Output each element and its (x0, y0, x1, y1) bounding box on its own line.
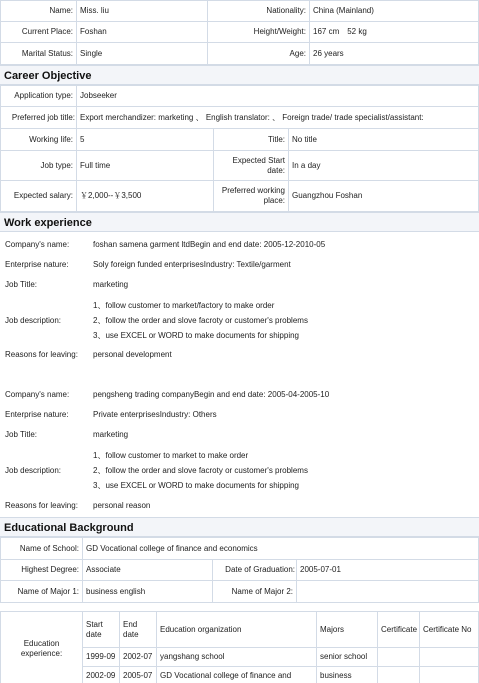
major-2-label: Name of Major 2: (213, 581, 297, 603)
job-title-value: marketing (93, 430, 129, 439)
major-1-label: Name of Major 1: (1, 581, 83, 603)
certificate-cell (378, 667, 420, 683)
highest-degree-label: Highest Degree: (1, 560, 83, 581)
job-description-line: 3、use EXCEL or WORD to make documents for shipping (93, 480, 300, 490)
enterprise-nature-value: Private enterprisesIndustry: Others (93, 410, 217, 419)
nationality-value: China (Mainland) (310, 1, 479, 22)
end-date-cell: 2005-07 (120, 667, 157, 683)
job-description-label: Job description: (5, 465, 62, 475)
enterprise-nature-label: Enterprise nature: (5, 410, 69, 419)
work-experience-section (0, 232, 479, 517)
nationality-label: Nationality: (208, 1, 310, 22)
highest-degree-value: Associate (83, 560, 213, 581)
preferred-working-place-label: Preferred working place: (214, 181, 289, 212)
organization-cell: GD Vocational college of finance and (157, 667, 317, 683)
company-name-value: foshan samena garment ltdBegin and end date: 2005-12-2010-05 (93, 240, 326, 249)
job-description-label: Job description: (5, 315, 62, 325)
career-objective-heading: Career Objective (0, 65, 479, 85)
col-header-organization: Education organization (157, 612, 317, 648)
application-type-value: Jobseeker (77, 86, 479, 107)
job-title-label: Job Title: (5, 430, 38, 439)
reasons-for-leaving-label: Reasons for leaving: (5, 501, 78, 510)
height-weight-value: 167 cm 52 kg (310, 22, 479, 43)
job-type-value: Full time (77, 151, 214, 181)
job-description-line: 1、follow customer to market/factory to make order (93, 300, 275, 310)
job-type-label: Job type: (1, 151, 77, 181)
graduation-date-value: 2005-07-01 (297, 560, 479, 581)
certificate-cell (378, 648, 420, 667)
col-header-start-date: Start date (83, 612, 120, 648)
age-label: Age: (208, 43, 310, 65)
reasons-for-leaving-label: Reasons for leaving: (5, 350, 78, 359)
col-header-end-date: End date (120, 612, 157, 648)
company-name-label: Company's name: (5, 240, 70, 249)
preferred-job-title-label: Preferred job title: (1, 107, 77, 129)
job-description-line: 1、follow customer to market to make order (93, 450, 249, 460)
current-place-value: Foshan (77, 22, 208, 43)
title-value: No title (289, 129, 479, 151)
title-label: Title: (214, 129, 289, 151)
name-label: Name: (1, 1, 77, 22)
application-type-label: Application type: (1, 86, 77, 107)
age-value: 26 years (310, 43, 479, 65)
marital-status-value: Single (77, 43, 208, 65)
working-life-label: Working life: (1, 129, 77, 151)
major-2-value (297, 581, 479, 603)
education-experience-table (0, 611, 479, 683)
job-title-value: marketing (93, 280, 129, 289)
school-name-label: Name of School: (1, 538, 83, 560)
company-name-value: pengsheng trading companyBegin and end date: 2005-04-2005-10 (93, 390, 330, 399)
start-date-cell: 2002-09 (83, 667, 120, 683)
end-date-cell: 2002-07 (120, 648, 157, 667)
work-experience-heading: Work experience (0, 212, 479, 232)
job-entry-1 (0, 235, 479, 365)
working-life-value: 5 (77, 129, 214, 151)
job-description-line: 3、use EXCEL or WORD to make documents for shipping (93, 330, 300, 340)
education-table (0, 537, 479, 603)
height-weight-label: Height/Weight: (208, 22, 310, 43)
name-value: Miss. liu (77, 1, 208, 22)
job-spacer (0, 365, 479, 385)
expected-start-date-value: In a day (289, 151, 479, 181)
job-title-label: Job Title: (5, 280, 38, 289)
expected-salary-label: Expected salary: (1, 181, 77, 212)
start-date-cell: 1999-09 (83, 648, 120, 667)
expected-salary-value: ￥2,000--￥3,500 (77, 181, 214, 212)
enterprise-nature-value: Soly foreign funded enterprisesIndustry: Textile/garment (93, 260, 291, 269)
majors-cell: senior school (317, 648, 378, 667)
school-name-value: GD Vocational college of finance and economics (83, 538, 479, 560)
job-description-line: 2、follow the order and slove facroty or customer's problems (93, 465, 308, 475)
major-1-value: business english (83, 581, 213, 603)
educational-background-heading: Educational Background (0, 517, 479, 537)
education-experience-label: Education experience: (1, 612, 83, 683)
col-header-majors: Majors (317, 612, 378, 648)
col-header-certificate-no: Certificate No (420, 612, 479, 648)
personal-info-table (0, 0, 479, 65)
reasons-for-leaving-value: personal reason (93, 501, 151, 510)
current-place-label: Current Place: (1, 22, 77, 43)
job-description-value (93, 448, 308, 493)
job-description-value (93, 298, 308, 343)
company-name-label: Company's name: (5, 390, 70, 399)
certificate-no-cell (420, 648, 479, 667)
marital-status-label: Marital Status: (1, 43, 77, 65)
expected-start-date-label: Expected Start date: (214, 151, 289, 181)
majors-cell: business (317, 667, 378, 683)
col-header-certificate: Certificate (378, 612, 420, 648)
graduation-date-label: Date of Graduation: (213, 560, 297, 581)
job-description-line: 2、follow the order and slove facroty or customer's problems (93, 315, 308, 325)
enterprise-nature-label: Enterprise nature: (5, 260, 69, 269)
career-objective-table (0, 85, 479, 212)
job-entry-2 (0, 385, 479, 517)
preferred-job-title-value: Export merchandizer: marketing 、 English translator: 、 Foreign trade/ trade specialist/assistant: (77, 107, 479, 129)
preferred-working-place-value: Guangzhou Foshan (289, 181, 479, 212)
reasons-for-leaving-value: personal development (93, 350, 172, 359)
organization-cell: yangshang school (157, 648, 317, 667)
certificate-no-cell (420, 667, 479, 683)
